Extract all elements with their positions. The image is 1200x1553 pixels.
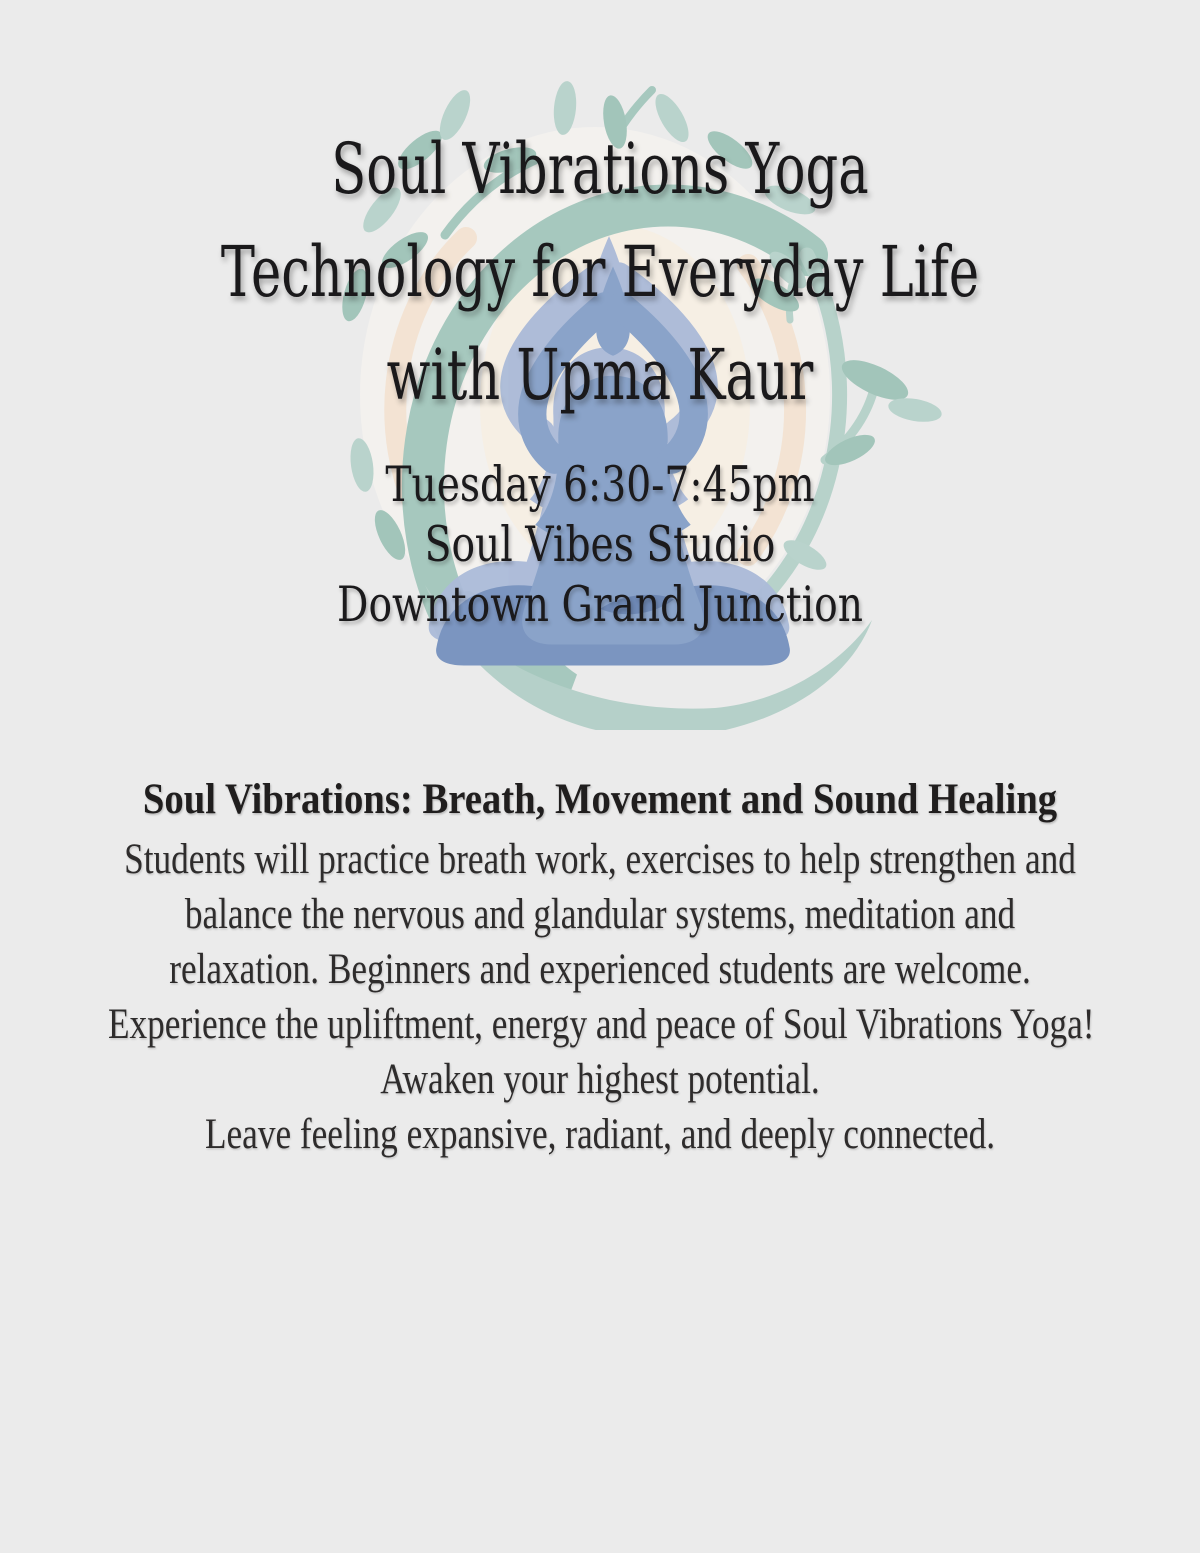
description-line-1: Students will practice breath work, exercises to help strengthen and <box>124 836 1076 883</box>
description-line-5: Awaken your highest potential. <box>380 1056 820 1103</box>
title-line-1: Soul Vibrations Yoga <box>331 128 869 210</box>
description-line-4: Experience the upliftment, energy and peace of Soul Vibrations Yoga! <box>108 1001 1095 1048</box>
description-line-3: relaxation. Beginners and experienced students are welcome. <box>169 946 1031 993</box>
description-heading: Soul Vibrations: Breath, Movement and Sound Healing <box>142 776 1058 823</box>
schedule-location: Downtown Grand Junction <box>337 576 863 633</box>
title-line-3: with Upma Kaur <box>386 334 814 416</box>
description-paragraph <box>0 832 1200 1162</box>
description-line-2: balance the nervous and glandular systems, meditation and <box>184 891 1016 938</box>
title-line-2: Technology for Everyday Life <box>220 231 980 313</box>
schedule-venue: Soul Vibes Studio <box>424 516 776 573</box>
event-title <box>0 118 1200 427</box>
description-line-6: Leave feeling expansive, radiant, and deeply connected. <box>204 1111 996 1158</box>
schedule-time: Tuesday 6:30-7:45pm <box>385 456 815 513</box>
event-schedule <box>0 455 1200 635</box>
